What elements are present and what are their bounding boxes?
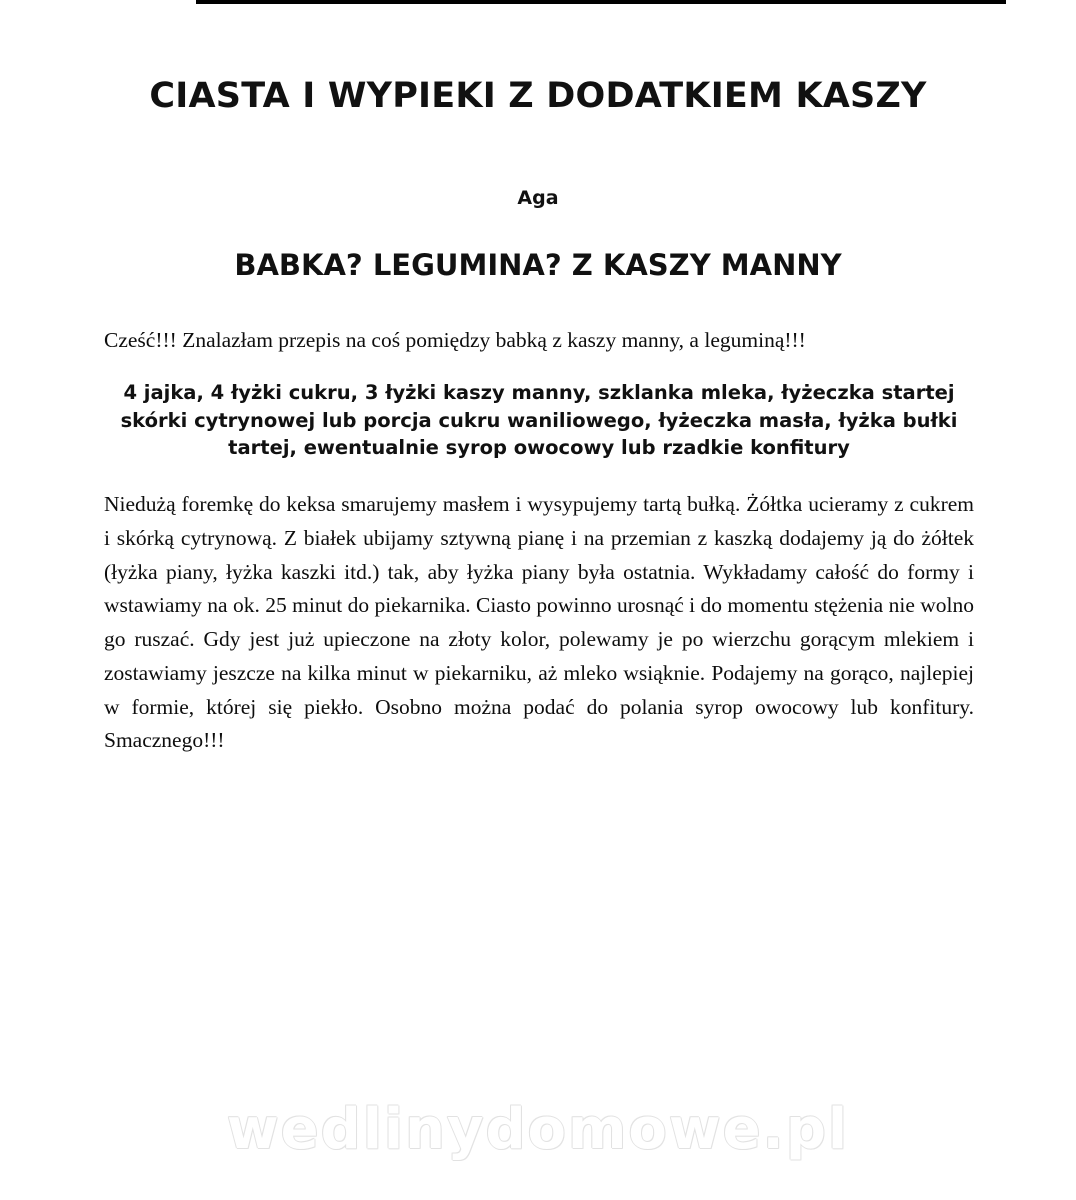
author-name: Aga: [517, 187, 559, 209]
site-watermark: wedlinydomowe.pl: [226, 1097, 850, 1162]
recipe-title: BABKA? LEGUMINA? Z KASZY MANNY: [234, 248, 842, 282]
ingredients-list: 4 jajka, 4 łyżki cukru, 3 łyżki kaszy manny, szklanka mleka, łyżeczka startej skórki cytrynowej lub porcja cukru waniliowego, łyżeczka masła, łyżka bułki tartej, ewentualnie syrop owocowy lub rzadkie konfitury: [120, 381, 958, 460]
preparation-instructions: Niedużą foremkę do keksa smarujemy masłem i wysypujemy tartą bułką. Żółtka ucieramy z cukrem i skórką cytrynową. Z białek ubijamy sztywną pianę i na przemian z kaszką dodajemy ją do żółtek (łyżka piany, łyżka kaszki itd.) tak, aby łyżka piany była ostatnia. Wykładamy całość do formy i wstawiamy na ok. 25 minut do piekarnika. Ciasto powinno urosnąć i do momentu stężenia nie wolno go ruszać. Gdy jest już upieczone na złoty kolor, polewamy je po wierzchu gorącym mlekiem i zostawiamy jeszcze na kilka minut w piekarniku, aż mleko wsiąknie. Podajemy na gorąco, najlepiej w formie, której się piekło. Osobno można podać do polania syrop owocowy lub konfitury. Smacznego!!!: [104, 492, 974, 753]
page-title: CIASTA I WYPIEKI Z DODATKIEM KASZY: [149, 76, 927, 116]
recipe-intro-text: Cześć!!! Znalazłam przepis na coś pomiędzy babką z kaszy manny, a leguminą!!!: [104, 328, 806, 352]
